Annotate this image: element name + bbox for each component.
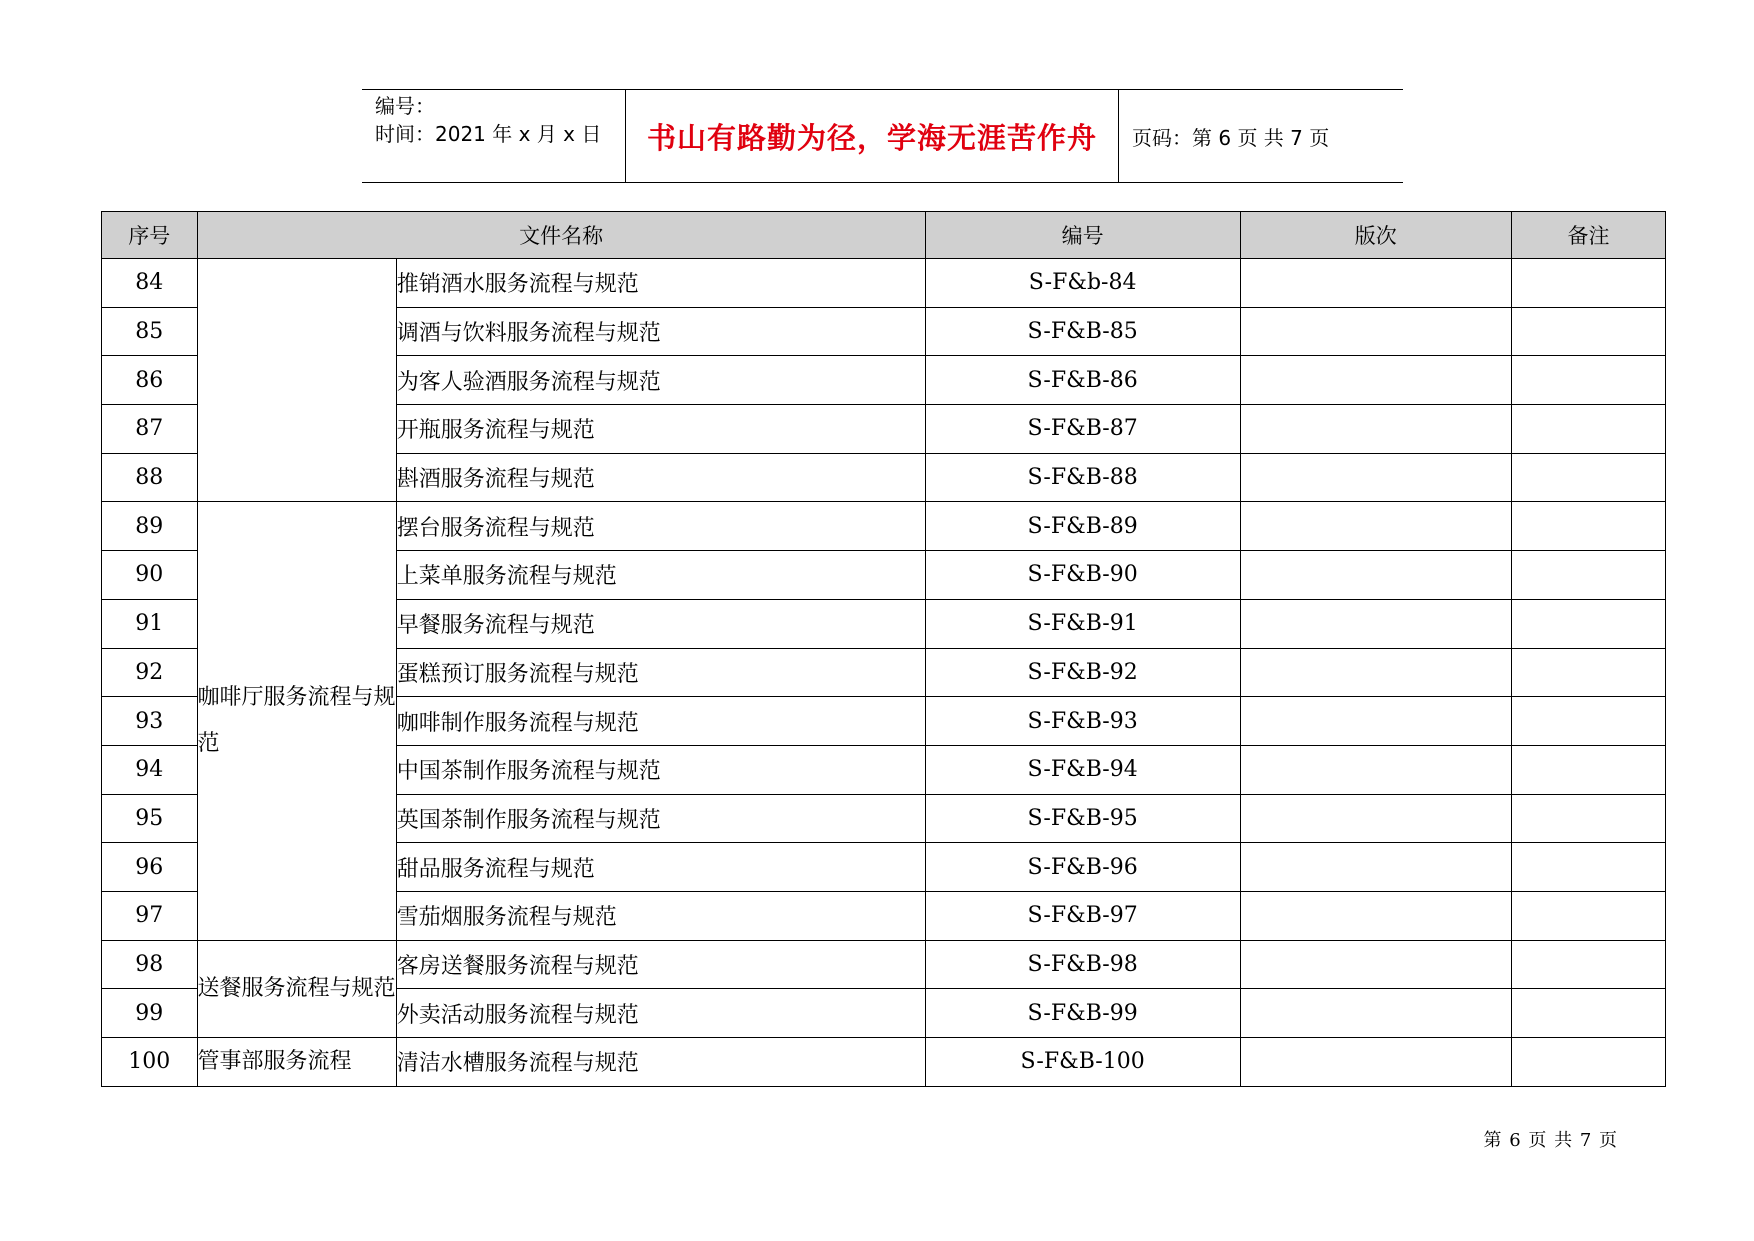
document-remark	[1512, 843, 1666, 892]
document-remark	[1512, 405, 1666, 454]
table-row	[102, 502, 1666, 551]
document-name: 雪茄烟服务流程与规范	[396, 891, 925, 940]
page-footer: 第 6 页 共 7 页	[1483, 1130, 1618, 1151]
row-number: 97	[102, 891, 198, 940]
document-edition	[1240, 551, 1512, 600]
document-code: S-F&B-100	[925, 1038, 1240, 1087]
document-date: 时间：2021 年 x 月 x 日	[375, 122, 602, 146]
row-number: 86	[102, 356, 198, 405]
document-code: S-F&B-95	[925, 794, 1240, 843]
document-name: 斟酒服务流程与规范	[396, 453, 925, 502]
document-remark	[1512, 551, 1666, 600]
document-edition	[1240, 259, 1512, 308]
row-number: 92	[102, 648, 198, 697]
document-edition	[1240, 1038, 1512, 1087]
document-number-label: 编号：	[375, 94, 435, 118]
document-code: S-F&B-98	[925, 940, 1240, 989]
header-motto: 书山有路勤为径，学海无涯苦作舟	[626, 90, 1119, 182]
document-remark	[1512, 453, 1666, 502]
document-code: S-F&B-86	[925, 356, 1240, 405]
document-name: 早餐服务流程与规范	[396, 599, 925, 648]
document-list-table	[101, 211, 1666, 1087]
document-edition	[1240, 307, 1512, 356]
row-number: 87	[102, 405, 198, 454]
document-remark	[1512, 891, 1666, 940]
row-number: 91	[102, 599, 198, 648]
document-code: S-F&B-97	[925, 891, 1240, 940]
category-cell: 管事部服务流程	[197, 1038, 396, 1087]
document-remark	[1512, 502, 1666, 551]
document-remark	[1512, 648, 1666, 697]
row-number: 84	[102, 259, 198, 308]
document-name: 英国茶制作服务流程与规范	[396, 794, 925, 843]
document-edition	[1240, 453, 1512, 502]
document-code: S-F&B-85	[925, 307, 1240, 356]
row-number: 90	[102, 551, 198, 600]
document-name: 清洁水槽服务流程与规范	[396, 1038, 925, 1087]
document-edition	[1240, 697, 1512, 746]
document-name: 开瓶服务流程与规范	[396, 405, 925, 454]
document-code: S-F&b-84	[925, 259, 1240, 308]
header-cell-name: 文件名称	[197, 212, 925, 259]
header-cell-edition: 版次	[1240, 212, 1512, 259]
document-name: 摆台服务流程与规范	[396, 502, 925, 551]
document-edition	[1240, 843, 1512, 892]
document-code: S-F&B-92	[925, 648, 1240, 697]
row-number: 95	[102, 794, 198, 843]
document-remark	[1512, 697, 1666, 746]
document-remark	[1512, 1038, 1666, 1087]
row-number: 96	[102, 843, 198, 892]
row-number: 85	[102, 307, 198, 356]
document-remark	[1512, 307, 1666, 356]
document-edition	[1240, 405, 1512, 454]
row-number: 88	[102, 453, 198, 502]
document-name: 为客人验酒服务流程与规范	[396, 356, 925, 405]
document-remark	[1512, 356, 1666, 405]
document-remark	[1512, 745, 1666, 794]
document-name: 中国茶制作服务流程与规范	[396, 745, 925, 794]
document-edition	[1240, 794, 1512, 843]
document-edition	[1240, 891, 1512, 940]
document-edition	[1240, 940, 1512, 989]
document-name: 咖啡制作服务流程与规范	[396, 697, 925, 746]
document-edition	[1240, 356, 1512, 405]
document-remark	[1512, 599, 1666, 648]
document-edition	[1240, 745, 1512, 794]
header-cell-no: 序号	[102, 212, 198, 259]
row-number: 89	[102, 502, 198, 551]
document-code: S-F&B-96	[925, 843, 1240, 892]
table-row	[102, 1038, 1666, 1087]
document-name: 甜品服务流程与规范	[396, 843, 925, 892]
document-code: S-F&B-94	[925, 745, 1240, 794]
document-name: 外卖活动服务流程与规范	[396, 989, 925, 1038]
document-code: S-F&B-90	[925, 551, 1240, 600]
category-cell: 咖啡厅服务流程与规范	[197, 502, 396, 940]
document-name: 推销酒水服务流程与规范	[396, 259, 925, 308]
row-number: 93	[102, 697, 198, 746]
document-edition	[1240, 599, 1512, 648]
document-code: S-F&B-87	[925, 405, 1240, 454]
table-row	[102, 259, 1666, 308]
document-code: S-F&B-91	[925, 599, 1240, 648]
document-name: 客房送餐服务流程与规范	[396, 940, 925, 989]
document-code: S-F&B-99	[925, 989, 1240, 1038]
document-name: 调酒与饮料服务流程与规范	[396, 307, 925, 356]
header-cell-code: 编号	[925, 212, 1240, 259]
document-code: S-F&B-88	[925, 453, 1240, 502]
category-cell	[197, 259, 396, 502]
table-row	[102, 940, 1666, 989]
document-remark	[1512, 259, 1666, 308]
category-cell: 送餐服务流程与规范	[197, 940, 396, 1037]
header-page-info: 页码：第 6 页 共 7 页	[1132, 125, 1330, 150]
table-header-row	[102, 212, 1666, 259]
document-remark	[1512, 940, 1666, 989]
document-header	[362, 89, 1403, 183]
header-meta	[362, 90, 626, 182]
row-number: 99	[102, 989, 198, 1038]
row-number: 94	[102, 745, 198, 794]
header-cell-remark: 备注	[1512, 212, 1666, 259]
row-number: 98	[102, 940, 198, 989]
document-remark	[1512, 989, 1666, 1038]
document-code: S-F&B-93	[925, 697, 1240, 746]
row-number: 100	[102, 1038, 198, 1087]
document-name: 上菜单服务流程与规范	[396, 551, 925, 600]
document-edition	[1240, 648, 1512, 697]
document-code: S-F&B-89	[925, 502, 1240, 551]
document-edition	[1240, 989, 1512, 1038]
document-name: 蛋糕预订服务流程与规范	[396, 648, 925, 697]
document-edition	[1240, 502, 1512, 551]
document-remark	[1512, 794, 1666, 843]
